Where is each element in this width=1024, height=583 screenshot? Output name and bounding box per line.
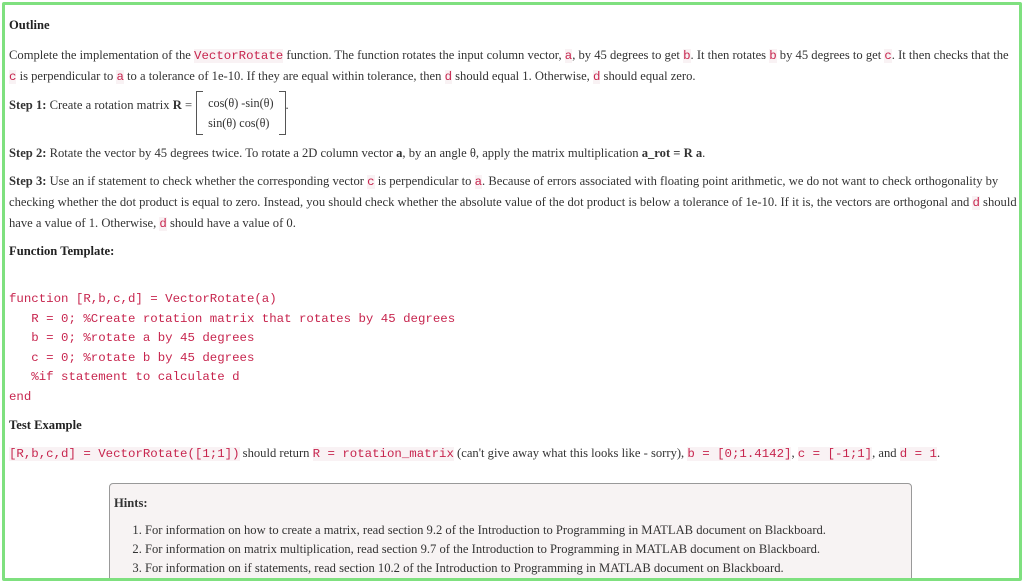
code-var: a [564, 49, 573, 63]
text: to a tolerance of 1e-10. If they are equal within tolerance, then [123, 69, 445, 83]
test-example-heading: Test Example [9, 418, 82, 432]
text: Complete the implementation of the [9, 48, 195, 62]
text: , by 45 degrees to get [572, 48, 684, 62]
code-var: c [367, 175, 375, 189]
function-template-heading: Function Template: [9, 244, 115, 258]
step1-matrix-symbol: R [172, 98, 182, 112]
matrix-row: sin(θ) cos(θ) [208, 116, 270, 130]
code-value: d = 1 [899, 447, 937, 461]
vector-a: a [396, 146, 403, 160]
code-value: b = [0;1.4142] [687, 447, 792, 461]
code-var: c [884, 49, 892, 63]
outline-heading: Outline [9, 18, 50, 32]
step3-label: Step 3: [9, 174, 47, 188]
code-call: [R,b,c,d] = VectorRotate([1;1]) [9, 447, 240, 461]
text: should return [239, 446, 313, 460]
hints-box [109, 483, 912, 581]
text: . It then checks that the [891, 48, 1009, 62]
step1-line [9, 91, 1019, 135]
hints-list [110, 521, 911, 578]
text: should equal zero. [600, 69, 696, 83]
hints-title: Hints: [114, 496, 148, 510]
text: Use an if statement to check whether the corresponding vector [46, 174, 368, 188]
text: , and [872, 446, 900, 460]
text: . Because of errors associated with floating point arithmetic, we do not want to check orthogonality by checking whether the dot product is equal to zero. Instead, you should check whether the absolute value of the dot product is below a tolerance of 1e-10. If it is, the vectors are orthogonal and [9, 174, 999, 209]
code-value: c = [-1;1] [797, 447, 873, 461]
step2-label: Step 2: [9, 146, 47, 160]
step1-text: Create a rotation matrix [46, 98, 173, 112]
text: (can't give away what this looks like - sorry), [453, 446, 688, 460]
text: is perpendicular to [16, 69, 117, 83]
text: , by an angle θ, apply the matrix multiplication [402, 146, 642, 160]
hint-item: 3. For information on if statements, read section 10.2 of the Introduction to Programming in MATLAB document on Blackboard. [145, 559, 911, 578]
hint-item: 2. For information on matrix multiplication, read section 9.7 of the Introduction to Programming in MATLAB document on Blackboard. [145, 540, 911, 559]
text: Rotate the vector by 45 degrees twice. To rotate a 2D column vector [46, 146, 397, 160]
outline-paragraph [9, 45, 1019, 87]
code-var: a [474, 175, 483, 189]
function-template-code: function [R,b,c,d] = VectorRotate(a) R = 0; %Create rotation matrix that rotates by 45 degrees b = 0; %rotate a by 45 degrees c = 0; %rotate b by 45 degrees %if statement to calculate d end [9, 292, 456, 404]
code-var: d [159, 217, 167, 231]
code-value: R = rotation_matrix [312, 447, 454, 461]
step1-period: . [285, 98, 289, 112]
code-function-name: VectorRotate [194, 49, 284, 63]
text: should have a value of 1. Otherwise, [9, 195, 1017, 230]
text: is perpendicular to [374, 174, 475, 188]
step1-label: Step 1: [9, 98, 47, 112]
code-var: d [592, 70, 601, 84]
text: . [936, 446, 941, 460]
rotation-expression: a_rot = R a [641, 146, 703, 160]
matrix-row: cos(θ) -sin(θ) [208, 96, 274, 110]
step3-paragraph [9, 171, 1019, 234]
text: . [702, 146, 706, 160]
text: should equal 1. Otherwise, [452, 69, 593, 83]
code-var: d [972, 196, 980, 210]
text: by 45 degrees to get [776, 48, 885, 62]
rotation-matrix [196, 91, 285, 135]
code-var: b [683, 49, 691, 63]
text: function. The function rotates the input column vector, [283, 48, 565, 62]
step1-equals: = [181, 98, 193, 112]
assignment-content [5, 15, 1019, 575]
text: , [791, 446, 798, 460]
content-frame [2, 2, 1022, 581]
text: . It then rotates [690, 48, 770, 62]
test-example-paragraph [9, 443, 1019, 464]
code-var: a [116, 70, 124, 84]
code-var: b [769, 49, 777, 63]
code-var: c [9, 70, 17, 84]
code-var: d [444, 70, 452, 84]
text: should have a value of 0. [166, 216, 296, 230]
hint-item: 1. For information on how to create a matrix, read section 9.2 of the Introduction to Programming in MATLAB document on Blackboard. [145, 521, 911, 540]
step2-paragraph [9, 143, 1019, 163]
